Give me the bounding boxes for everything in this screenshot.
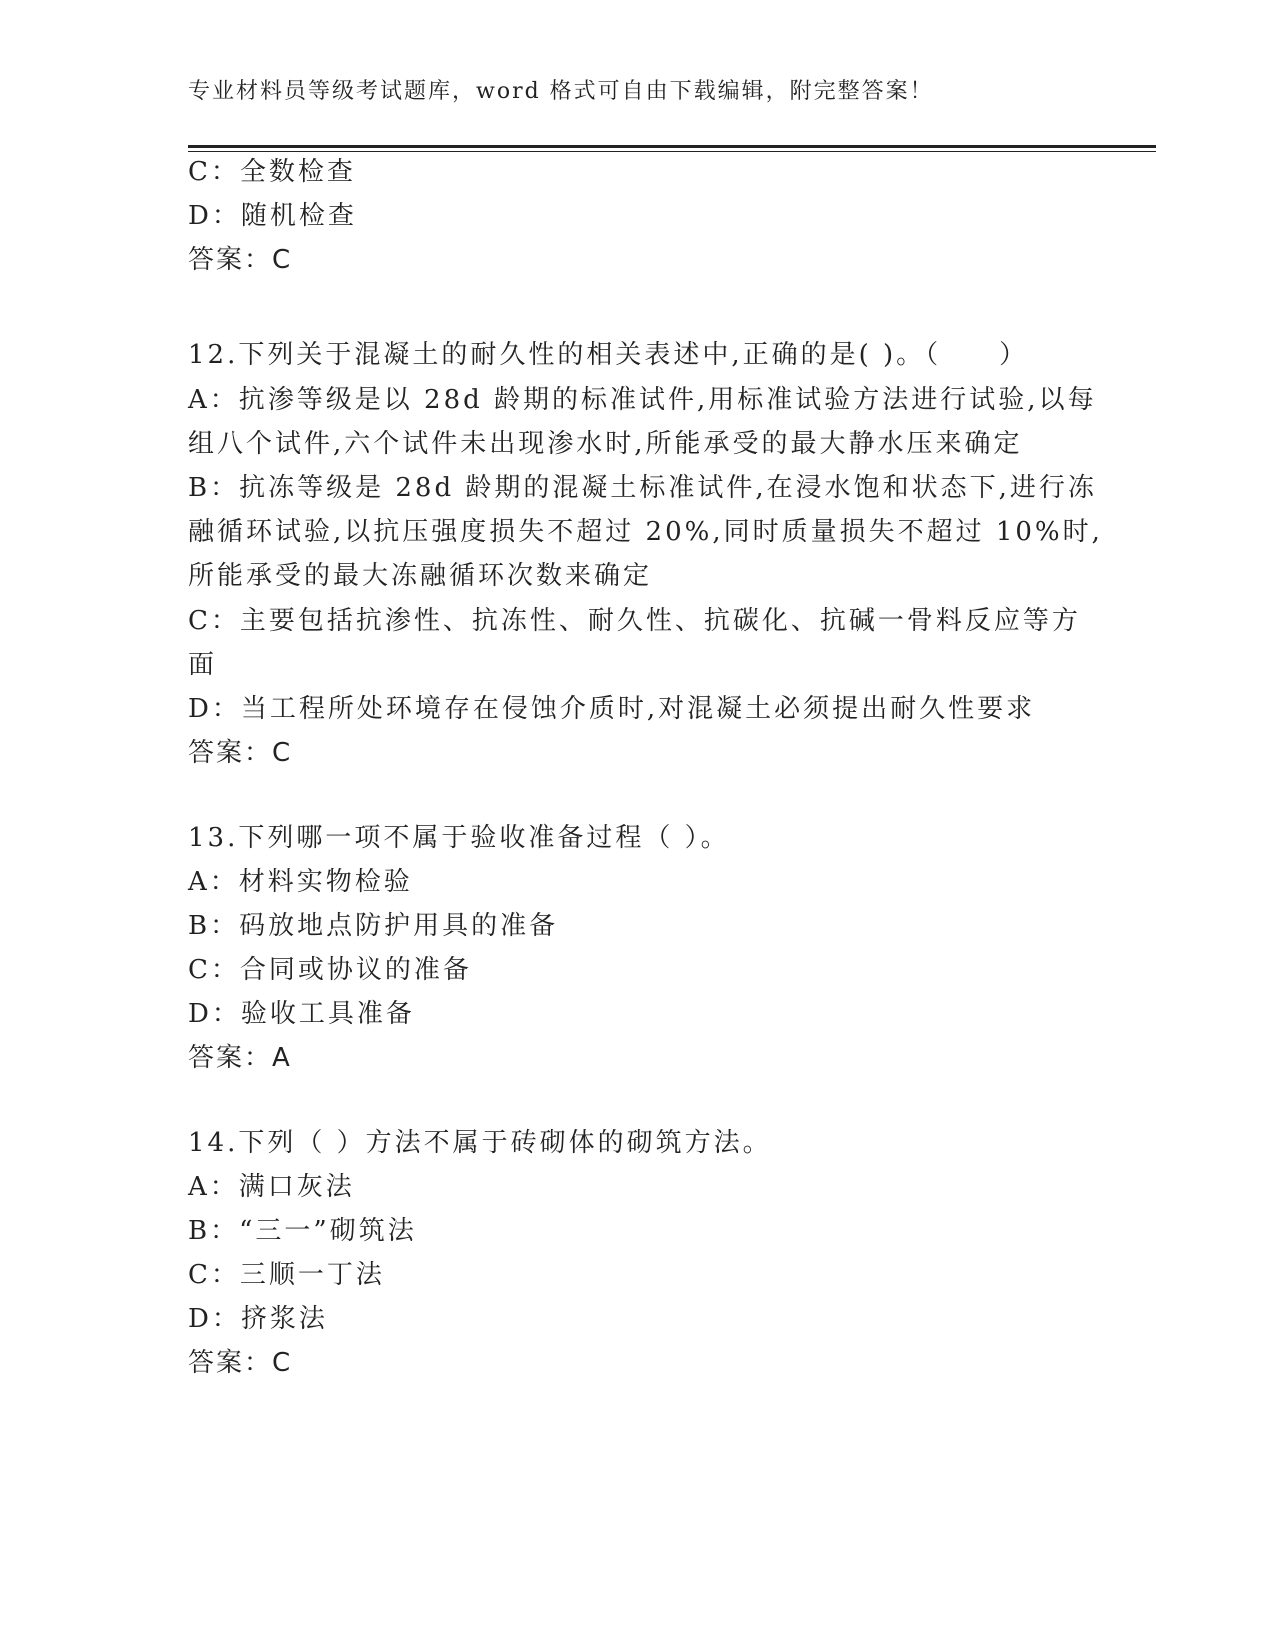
header-rule-thick (188, 145, 1156, 148)
q14-option-b: B：“三一”砌筑法 (188, 1216, 417, 1246)
q12-stem: 12.下列关于混凝土的耐久性的相关表述中,正确的是( )。（ ） (188, 340, 1029, 370)
q12-option-b-line1: B：抗冻等级是 28d 龄期的混凝土标准试件,在浸水饱和状态下,进行冻 (188, 473, 1097, 503)
q14-option-a: A：满口灰法 (188, 1172, 355, 1202)
q13-option-a: A：材料实物检验 (188, 867, 413, 897)
q12-answer: 答案：C (188, 738, 293, 768)
q12-option-c-line2: 面 (188, 650, 218, 680)
q13-option-b: B：码放地点防护用具的准备 (188, 911, 559, 941)
q13-stem: 13.下列哪一项不属于验收准备过程（ ）。 (188, 823, 730, 853)
q12-option-a-line1: A：抗渗等级是以 28d 龄期的标准试件,用标准试验方法进行试验,以每 (188, 385, 1097, 415)
q14-option-c: C：三顺一丁法 (188, 1260, 385, 1290)
q14-option-d: D：挤浆法 (188, 1304, 328, 1334)
q12-option-b-line3: 所能承受的最大冻融循环次数来确定 (188, 561, 653, 591)
q12-option-c-line1: C：主要包括抗渗性、抗冻性、耐久性、抗碳化、抗碱一骨料反应等方 (188, 606, 1081, 636)
q11-option-d: D：随机检查 (188, 201, 357, 231)
page-header: 专业材料员等级考试题库，word 格式可自由下载编辑，附完整答案！ (188, 79, 934, 104)
q11-answer: 答案：C (188, 245, 293, 275)
q14-stem: 14.下列（ ）方法不属于砖砌体的砌筑方法。 (188, 1128, 772, 1158)
q12-option-d: D：当工程所处环境存在侵蚀介质时,对混凝土必须提出耐久性要求 (188, 694, 1036, 724)
q13-option-c: C：合同或协议的准备 (188, 955, 472, 985)
q13-answer: 答案：A (188, 1043, 292, 1073)
q14-answer: 答案：C (188, 1348, 293, 1378)
q11-option-c: C：全数检查 (188, 157, 356, 187)
q13-option-d: D：验收工具准备 (188, 999, 415, 1029)
q12-option-a-line2: 组八个试件,六个试件未出现渗水时,所能承受的最大静水压来确定 (188, 429, 1023, 459)
q12-option-b-line2: 融循环试验,以抗压强度损失不超过 20%,同时质量损失不超过 10%时, (188, 517, 1103, 547)
